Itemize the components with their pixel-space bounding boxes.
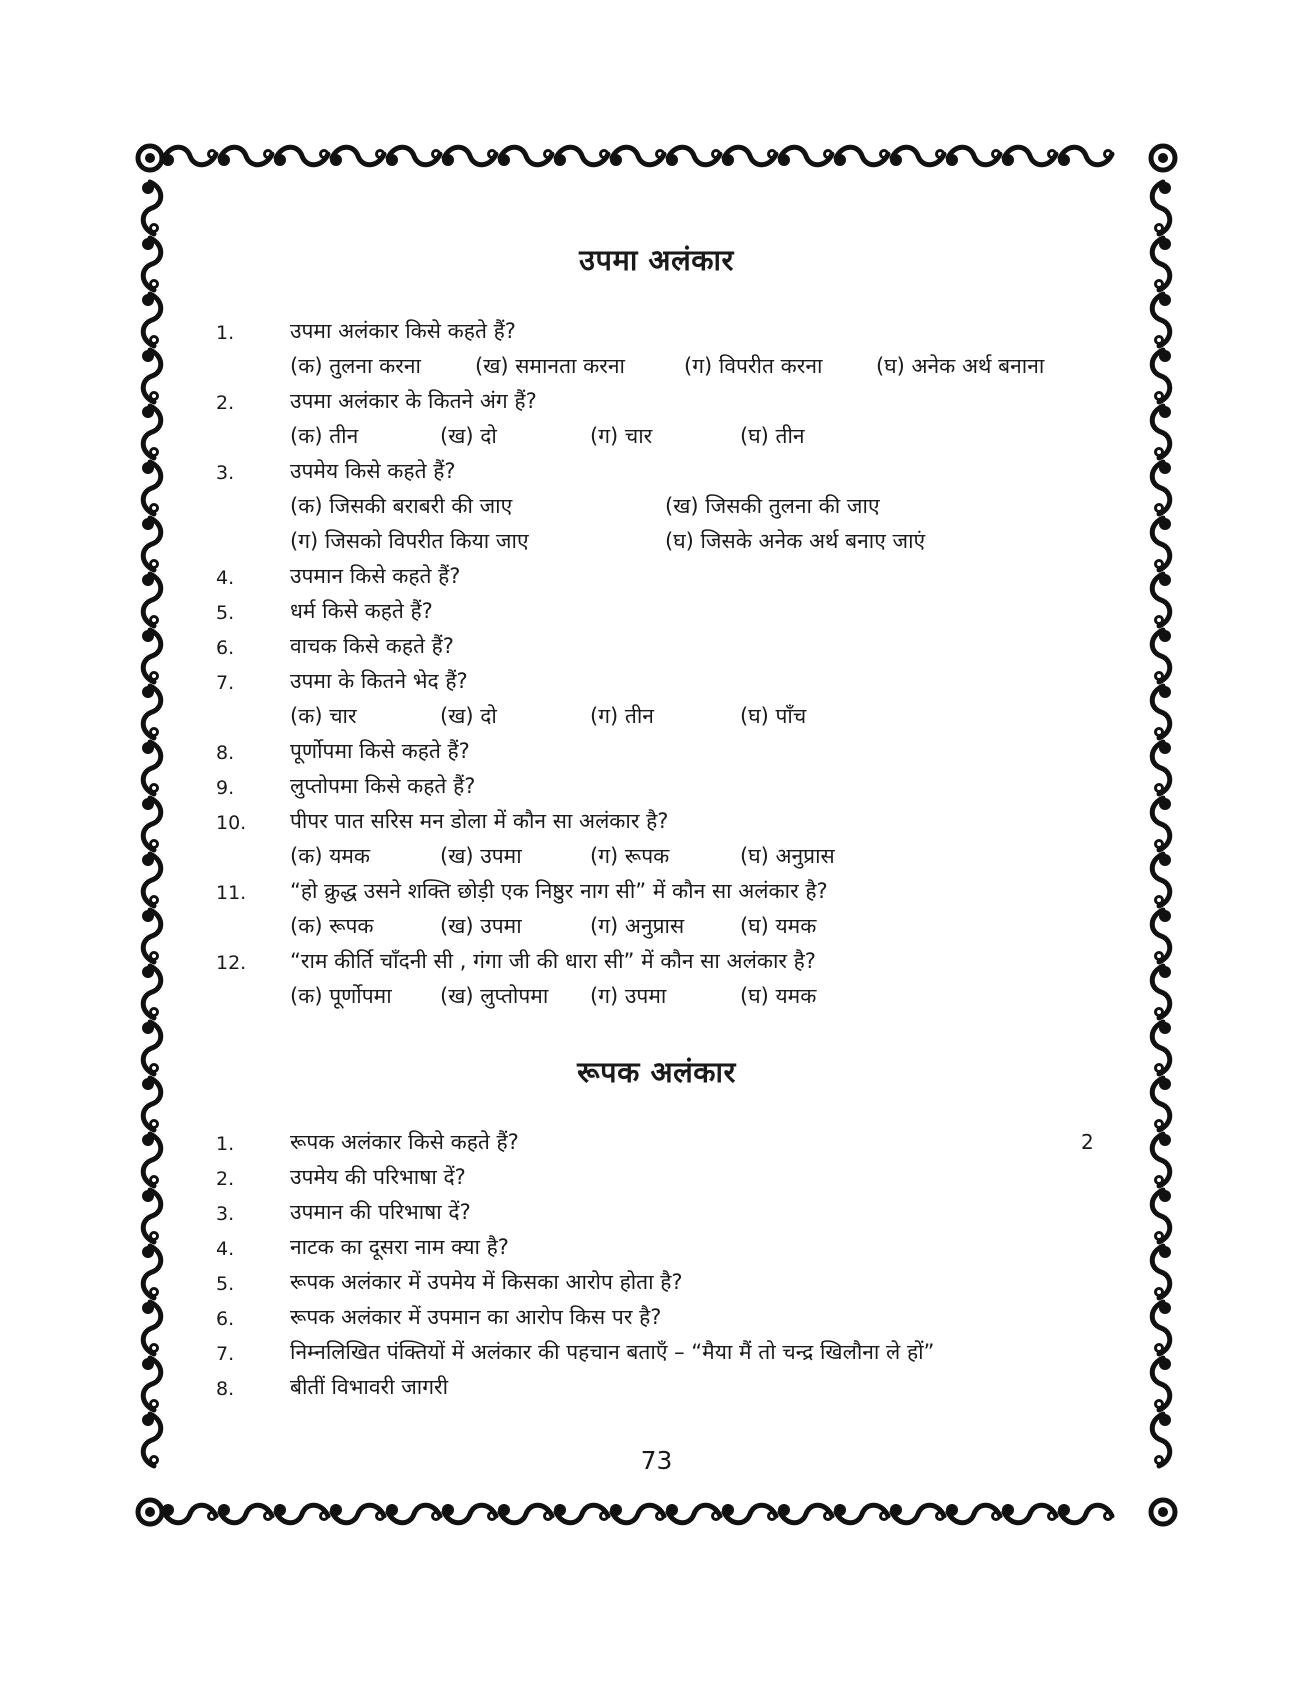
marks-label: 2	[1081, 1130, 1094, 1154]
section-title-upma: उपमा अलंकार	[579, 243, 734, 277]
option-gha: (घ) यमक	[740, 914, 817, 938]
question-text: रूपक अलंकार किसे कहते हैं?	[290, 1130, 519, 1154]
option-ga: (ग) रूपक	[590, 844, 670, 868]
question-number: 5.	[216, 602, 235, 624]
page-number: 73	[640, 1446, 673, 1475]
option-kha: (ख) लुप्तोपमा	[440, 984, 549, 1008]
option-ka: (क) तुलना करना	[290, 354, 421, 378]
question-number: 2.	[216, 1168, 235, 1190]
question-text: पीपर पात सरिस मन डोला में कौन सा अलंकार है?	[290, 809, 669, 833]
question-text: नाटक का दूसरा नाम क्या है?	[290, 1235, 509, 1259]
question-text: उपमान किसे कहते हैं?	[290, 564, 461, 588]
option-ga: (ग) उपमा	[590, 984, 667, 1008]
option-gha: (घ) जिसके अनेक अर्थ बनाए जाएं	[665, 529, 926, 553]
question-text: निम्नलिखित पंक्तियों में अलंकार की पहचान बताएँ – “मैया मैं तो चन्द्र खिलौना ले हों”	[290, 1340, 935, 1364]
option-ga: (ग) तीन	[590, 704, 654, 728]
option-kha: (ख) समानता करना	[475, 354, 625, 378]
question-number: 2.	[216, 392, 235, 414]
option-gha: (घ) अनेक अर्थ बनाना	[876, 354, 1045, 378]
question-number: 11.	[216, 882, 247, 904]
option-kha: (ख) जिसकी तुलना की जाए	[665, 494, 880, 518]
question-number: 7.	[216, 1343, 235, 1365]
question-number: 5.	[216, 1273, 235, 1295]
option-ka: (क) रूपक	[290, 914, 374, 938]
question-number: 6.	[216, 637, 235, 659]
question-text: रूपक अलंकार में उपमेय में किसका आरोप होता है?	[290, 1270, 683, 1294]
option-ga: (ग) विपरीत करना	[684, 354, 823, 378]
question-text: उपमा अलंकार किसे कहते हैं?	[290, 319, 516, 343]
option-gha: (घ) अनुप्रास	[740, 844, 835, 868]
question-text: बीतीं विभावरी जागरी	[290, 1375, 449, 1399]
option-kha: (ख) दो	[440, 424, 497, 448]
question-number: 8.	[216, 1378, 235, 1400]
question-text: “राम कीर्ति चाँदनी सी , गंगा जी की धारा सी” में कौन सा अलंकार है?	[290, 949, 816, 973]
option-ka: (क) तीन	[290, 424, 359, 448]
question-text: “हो क्रुद्ध उसने शक्ति छोड़ी एक निष्ठुर नाग सी” में कौन सा अलंकार है?	[290, 879, 828, 903]
question-text: उपमान की परिभाषा दें?	[290, 1200, 471, 1224]
question-number: 3.	[216, 462, 235, 484]
question-number: 8.	[216, 742, 235, 764]
question-number: 4.	[216, 567, 235, 589]
question-text: धर्म किसे कहते हैं?	[290, 599, 433, 623]
option-gha: (घ) पाँच	[740, 704, 807, 728]
question-number: 7.	[216, 672, 235, 694]
question-text: उपमा के कितने भेद हैं?	[290, 669, 468, 693]
option-kha: (ख) उपमा	[440, 844, 522, 868]
question-text: उपमेय की परिभाषा दें?	[290, 1165, 466, 1189]
question-text: रूपक अलंकार में उपमान का आरोप किस पर है?	[290, 1305, 662, 1329]
question-number: 4.	[216, 1238, 235, 1260]
question-number: 1.	[216, 322, 235, 344]
option-ka: (क) जिसकी बराबरी की जाए	[290, 494, 513, 518]
question-number: 12.	[216, 952, 247, 974]
option-ka: (क) यमक	[290, 844, 371, 868]
option-ka: (क) पूर्णोपमा	[290, 984, 392, 1008]
question-text: उपमा अलंकार के कितने अंग हैं?	[290, 389, 537, 413]
question-text: पूर्णोपमा किसे कहते हैं?	[290, 739, 470, 763]
question-number: 10.	[216, 812, 247, 834]
question-number: 9.	[216, 777, 235, 799]
section-title-roopak: रूपक अलंकार	[577, 1055, 736, 1089]
question-number: 1.	[216, 1133, 235, 1155]
option-ga: (ग) चार	[590, 424, 653, 448]
option-ga: (ग) अनुप्रास	[590, 914, 685, 938]
question-text: लुप्तोपमा किसे कहते हैं?	[290, 774, 476, 798]
option-gha: (घ) यमक	[740, 984, 817, 1008]
question-text: वाचक किसे कहते हैं?	[290, 634, 454, 658]
question-number: 6.	[216, 1308, 235, 1330]
question-number: 3.	[216, 1203, 235, 1225]
option-ka: (क) चार	[290, 704, 357, 728]
option-gha: (घ) तीन	[740, 424, 805, 448]
option-kha: (ख) दो	[440, 704, 497, 728]
question-text: उपमेय किसे कहते हैं?	[290, 459, 456, 483]
option-ga: (ग) जिसको विपरीत किया जाए	[290, 529, 529, 553]
option-kha: (ख) उपमा	[440, 914, 522, 938]
